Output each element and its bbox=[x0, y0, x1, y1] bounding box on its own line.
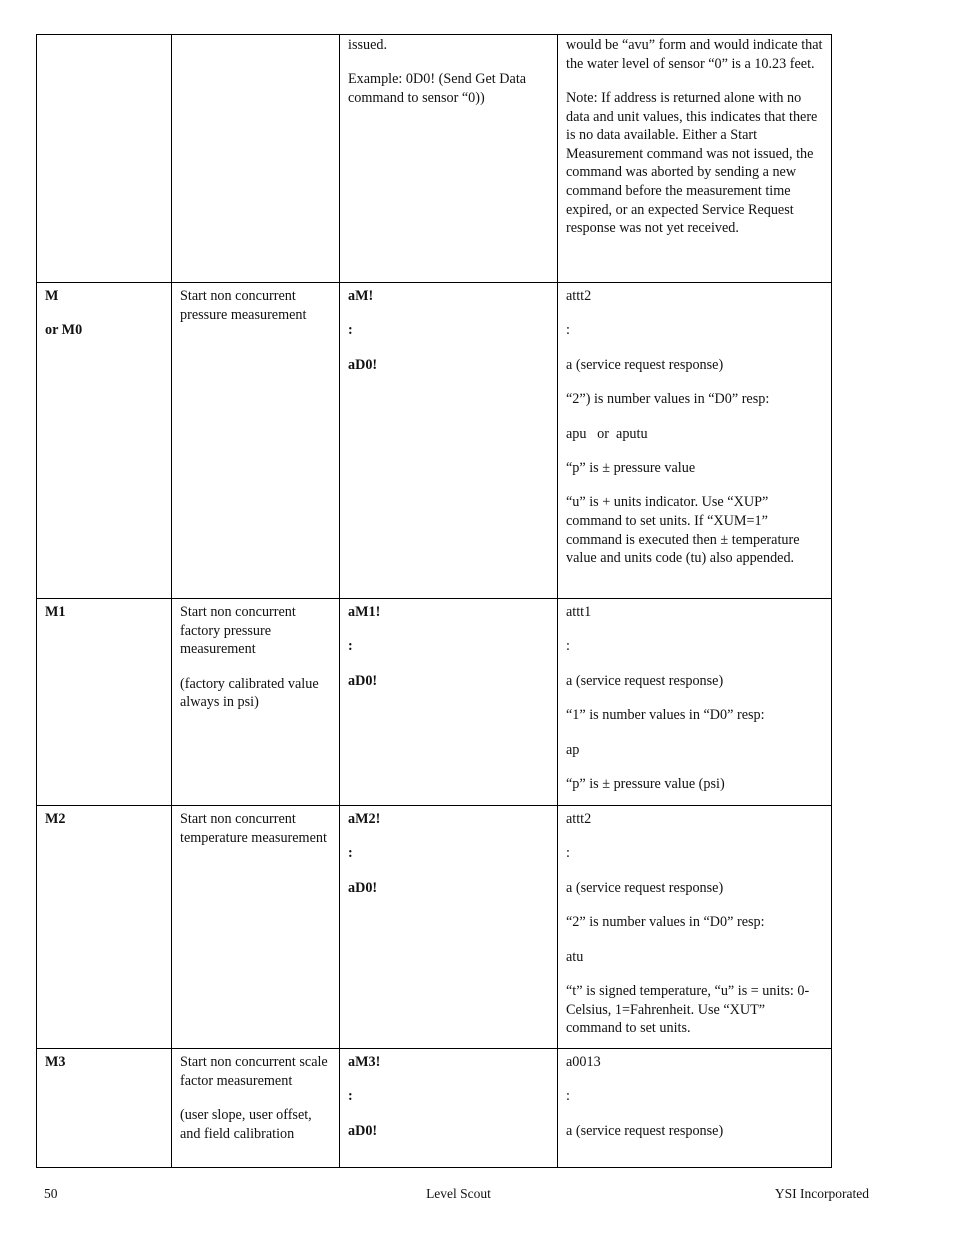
table-row bbox=[37, 283, 832, 599]
description-cell bbox=[172, 35, 340, 283]
response-line: attt1 bbox=[566, 604, 592, 620]
response-line: attt2 bbox=[566, 811, 592, 827]
response-line: : bbox=[566, 638, 570, 655]
response-cell bbox=[558, 806, 832, 1049]
response-line: apu or aputu bbox=[566, 425, 648, 442]
response-line: atu bbox=[566, 948, 584, 965]
table-row bbox=[37, 599, 832, 806]
response-line: : bbox=[566, 1088, 570, 1105]
syntax-line: : bbox=[348, 1088, 353, 1105]
command-name: M3 bbox=[45, 1054, 66, 1070]
command-name: or M0 bbox=[45, 322, 83, 339]
command-name: M1 bbox=[45, 604, 66, 620]
response-cell bbox=[558, 35, 832, 283]
response-line: ap bbox=[566, 741, 580, 758]
syntax-line: aD0! bbox=[348, 879, 378, 896]
page-number: 50 bbox=[44, 1186, 58, 1201]
company-name: YSI Incorporated bbox=[774, 1186, 869, 1201]
response-line: Note: If address is returned alone with no data and unit values, this indicates that there is no data available. Either a Start Measurement command was not issued, the command was aborted by sending a new command before the measurement time expired, or an expected Service Request response was not yet received. bbox=[566, 89, 818, 237]
syntax-line: aD0! bbox=[348, 356, 378, 373]
response-line: “2” is number values in “D0” resp: bbox=[566, 914, 765, 931]
response-line: “u” is + units indicator. Use “XUP” command to set units. If “XUM=1” command is executed then ± temperature value and units code (tu) also appended. bbox=[566, 494, 800, 567]
syntax-line: aM1! bbox=[348, 604, 381, 620]
description-line: Start non concurrent scale factor measurement bbox=[180, 1054, 328, 1089]
response-cell bbox=[558, 1049, 832, 1168]
command-cell bbox=[37, 35, 172, 283]
response-line: “p” is ± pressure value bbox=[566, 459, 696, 476]
response-line: “p” is ± pressure value (psi) bbox=[566, 775, 725, 792]
response-line: a (service request response) bbox=[566, 1122, 724, 1139]
syntax-line: : bbox=[348, 638, 353, 655]
syntax-cell bbox=[340, 806, 558, 1049]
table-row bbox=[37, 35, 832, 283]
table-row bbox=[37, 1049, 832, 1168]
description-cell bbox=[172, 806, 340, 1049]
response-line: : bbox=[566, 845, 570, 862]
syntax-line: : bbox=[348, 845, 353, 862]
syntax-cell bbox=[340, 599, 558, 806]
command-cell bbox=[37, 1049, 172, 1168]
response-cell bbox=[558, 599, 832, 806]
response-line: would be “avu” form and would indicate that the water level of sensor “0” is a 10.23 feet. bbox=[566, 37, 823, 72]
syntax-line: : bbox=[348, 322, 353, 339]
syntax-line: aM2! bbox=[348, 811, 381, 827]
syntax-line: aM3! bbox=[348, 1054, 381, 1070]
description-line: Start non concurrent pressure measurement bbox=[180, 288, 307, 323]
response-line: “2”) is number values in “D0” resp: bbox=[566, 391, 770, 408]
response-line: a (service request response) bbox=[566, 356, 724, 373]
response-line: “t” is signed temperature, “u” is = units: 0-Celsius, 1=Fahrenheit. Use “XUT” command to set units. bbox=[566, 982, 810, 1037]
description-line: (user slope, user offset, and field calibration bbox=[180, 1106, 312, 1142]
syntax-cell bbox=[340, 35, 558, 283]
document-title: Level Scout bbox=[426, 1186, 491, 1201]
description-line: Start non concurrent factory pressure measurement bbox=[180, 604, 296, 658]
description-line: (factory calibrated value always in psi) bbox=[180, 675, 319, 711]
response-line: a (service request response) bbox=[566, 672, 724, 689]
command-table bbox=[36, 34, 832, 1168]
syntax-cell bbox=[340, 283, 558, 599]
response-line: a0013 bbox=[566, 1054, 601, 1070]
command-cell bbox=[37, 806, 172, 1049]
command-cell bbox=[37, 283, 172, 599]
command-name: M2 bbox=[45, 811, 66, 827]
response-cell bbox=[558, 283, 832, 599]
syntax-line: Example: 0D0! (Send Get Data command to sensor “0)) bbox=[348, 71, 527, 106]
response-line: “1” is number values in “D0” resp: bbox=[566, 707, 765, 724]
description-line: Start non concurrent temperature measurement bbox=[180, 811, 327, 846]
command-cell bbox=[37, 599, 172, 806]
syntax-line: aD0! bbox=[348, 1122, 378, 1139]
description-cell bbox=[172, 599, 340, 806]
response-line: : bbox=[566, 322, 570, 339]
syntax-cell bbox=[340, 1049, 558, 1168]
response-line: attt2 bbox=[566, 288, 592, 304]
table-row bbox=[37, 806, 832, 1049]
syntax-line: aD0! bbox=[348, 672, 378, 689]
syntax-line: issued. bbox=[348, 37, 388, 53]
syntax-line: aM! bbox=[348, 288, 374, 304]
command-name: M bbox=[45, 288, 59, 304]
response-line: a (service request response) bbox=[566, 879, 724, 896]
description-cell bbox=[172, 283, 340, 599]
description-cell bbox=[172, 1049, 340, 1168]
